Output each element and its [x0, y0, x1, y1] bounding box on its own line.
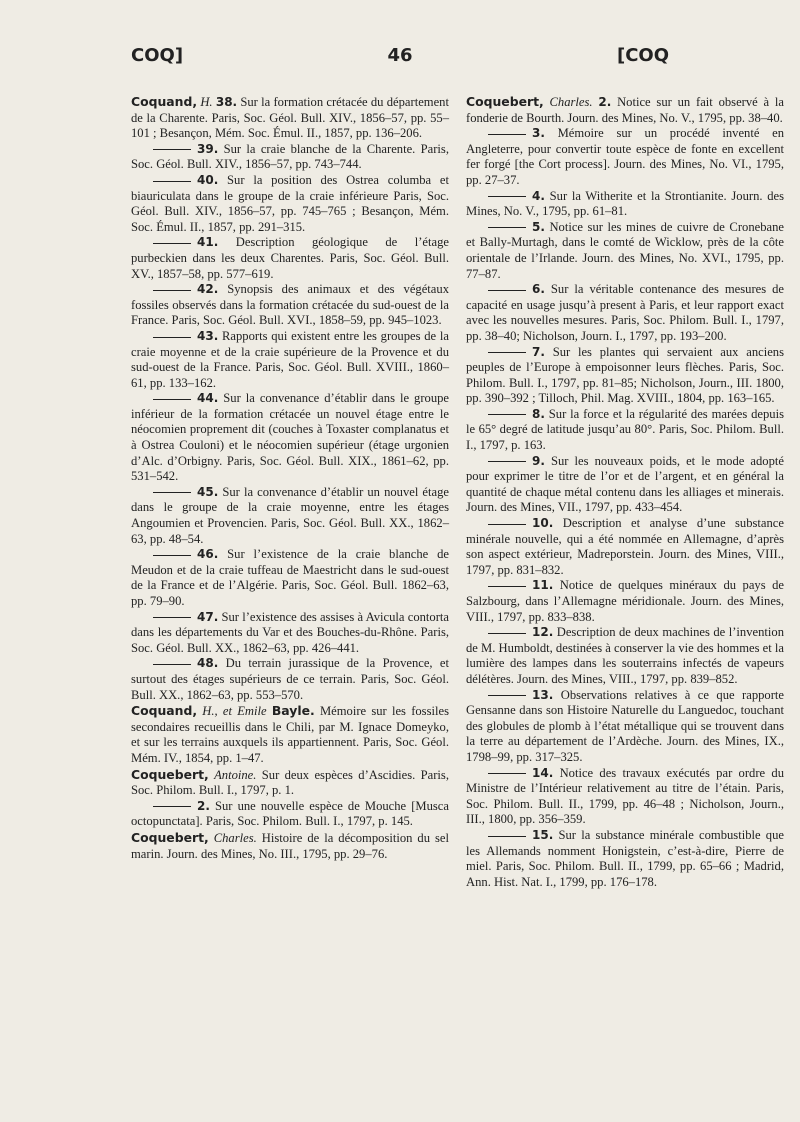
entry-text: Synopsis des animaux et des végétaux fossiles observés dans la formation crétacée du sud-ouest de la France. Paris, Soc. Géol. Bull. XVI., 1858–59, pp. 945–1023.: [131, 282, 449, 328]
left-column: [131, 94, 449, 862]
bib-entry: [466, 625, 784, 687]
entry-number: 4.: [532, 188, 545, 203]
bib-entry: [466, 126, 784, 188]
author-given: Charles.: [213, 830, 257, 845]
entry-text: Sur la véritable contenance des mesures de capacité en usage jusqu’à present à Paris, et leur rapport exact avec les nouvelles mesures. Paris, Soc. Philom. Bull. I., 1797, pp. 38–40; Nicholson, Journ. I., 1797, pp. 193–200.: [466, 282, 784, 343]
bib-entry: [131, 329, 449, 391]
bib-entry: [131, 485, 449, 547]
entry-text: Histoire de la décomposition du sel marin. Journ. des Mines, No. III., 1795, pp. 29–76.: [131, 830, 450, 861]
entry-number: 43.: [197, 328, 219, 343]
entry-text: Notice sur un fait observé à la fonderie de Bourth. Journ. des Mines, No. V., 1795, pp. 38–40.: [466, 95, 784, 125]
entry-text: Sur la formation crétacée du département de la Charente. Paris, Soc. Géol. Bull. XIV., 1856–57, pp. 55–101 ; Besançon, Mém. Soc. Émul. II., 1857, pp. 136–206.: [131, 95, 449, 141]
ditto-dash: [153, 181, 191, 182]
entry-number: 11.: [532, 578, 554, 593]
bib-entry: [466, 578, 784, 625]
bib-entry: [131, 799, 449, 830]
bib-entry: [466, 282, 784, 344]
ditto-dash: [153, 290, 191, 291]
bib-entry: [466, 94, 784, 126]
entry-text: Sur la convenance d’établir un nouvel étage dans le groupe de la craie moyenne, entre les étages Angoumien et Provencien. Paris, Soc. Géol. Bull. XX., 1862–63, pp. 48–54.: [131, 484, 449, 546]
ditto-dash: [153, 555, 191, 556]
ditto-dash: [488, 461, 526, 462]
coauthor-name: Bayle.: [271, 703, 315, 719]
entry-text: Notice sur les mines de cuivre de Cronebane et Bally-Murtagh, dans le comté de Wicklow, près de la côte orientale de l’Irlande. Journ. des Mines, No. XVI., 1795, pp. 77–87.: [466, 219, 784, 281]
author-given: Charles.: [549, 95, 593, 109]
entry-text: Sur la convenance d’établir dans le groupe inférieur de la formation crétacée un nouvel étage entre le néocomien proprement dit (couches à Toxaster complanatus et à Ostrea Couloni) et le néocomien supérieur (étage urgonien d’Alc. d’Orbigny. Paris, Soc. Géol. Bull. XIX., 1861–62, pp. 531–542.: [131, 391, 449, 484]
entry-text: Sur l’existence de la craie blanche de Meudon et de la craie tuffeau de Maestricht dans le sud-ouest de la France et de l’Algérie. Paris, Soc. Géol. Bull. 1862–63, pp. 79–90.: [131, 547, 449, 608]
bib-entry: [466, 688, 784, 766]
right-column: [466, 94, 784, 890]
author-name: Coquand,: [131, 703, 198, 719]
bib-entry: [131, 610, 449, 657]
bib-entry: [131, 703, 449, 766]
bib-entry: [131, 235, 449, 282]
ditto-dash: [488, 414, 526, 415]
ditto-dash: [153, 399, 191, 400]
author-given: H.: [200, 95, 213, 109]
entry-number: 15.: [532, 827, 554, 842]
entry-number: 45.: [197, 484, 219, 499]
entry-number: 10.: [532, 516, 554, 531]
bib-entry: [131, 94, 449, 142]
bib-entry: [131, 391, 449, 485]
entry-text: Sur la craie blanche de la Charente. Paris, Soc. Géol. Bull. XIV., 1856–57, pp. 743–744.: [131, 141, 449, 172]
entry-text: Sur l’existence des assises à Avicula contorta dans les départements du Var et des Bouches-du-Rhône. Paris, Soc. Géol. Bull. XX., 1862–63, pp. 426–441.: [131, 609, 449, 655]
entry-number: 38.: [215, 95, 238, 109]
entry-text: Sur les nouveaux poids, et le mode adopté pour exprimer le titre de l’or et de l’argent, et en général la quantité de chaque métal contenu dans les alliages et minerais. Journ. des Mines, VII., 1797, pp. 433–454.: [466, 453, 784, 515]
ditto-dash: [488, 524, 526, 525]
bib-entry: [466, 189, 784, 220]
author-name: Coquebert,: [131, 829, 209, 845]
entry-text: Observations relatives à ce que rapporte Gensanne dans son Histoire Naturelle du Languedoc, touchant des globules de plomb à l’état métallique qui se trouvent dans la terre au département de l’Ardèche. Journ. des Mines, IX., 1798–99, pp. 317–325.: [466, 687, 784, 764]
entry-number: 3.: [532, 126, 545, 141]
author-name: Coquebert,: [466, 94, 544, 109]
ditto-dash: [153, 664, 191, 665]
entry-number: 48.: [197, 656, 219, 671]
ditto-dash: [153, 149, 191, 150]
ditto-dash: [488, 633, 526, 634]
entry-text: Sur la Witherite et la Strontianite. Journ. des Mines, No. V., 1795, pp. 61–81.: [466, 188, 785, 219]
author-name: Coquand,: [131, 94, 198, 109]
entry-text: Sur une nouvelle espèce de Mouche [Musca octopunctata]. Paris, Soc. Philom. Bull. I., 1797, p. 145.: [131, 798, 449, 829]
entry-number: 13.: [532, 687, 554, 702]
entry-number: 9.: [532, 453, 545, 468]
entry-text: Description géologique de l’étage purbeckien dans les deux Charentes. Paris, Soc. Géol. Bull. XV., 1857–58, pp. 577–619.: [131, 235, 449, 281]
entry-text: Rapports qui existent entre les groupes de la craie moyenne et de la craie supérieure de la Provence et du sud-ouest de la France. Paris, Soc. Géol. Bull. XVIII., 1860–61, pp. 133–162.: [131, 328, 449, 390]
ditto-dash: [488, 695, 526, 696]
bib-entry: [131, 173, 449, 235]
entry-number: 39.: [197, 141, 219, 156]
entry-number: 40.: [197, 172, 219, 187]
entry-text: Sur la force et la régularité des marées depuis le 65° degré de latitude jusqu’au 80°. Paris, Soc. Philom. Bull. I., 1797, p. 163.: [466, 406, 784, 453]
entry-text: Mémoire sur les fossiles secondaires recueillis dans le Chili, par M. Ignace Domeyko, et sur les terrains auxquels ils appartiennent. Paris, Soc. Géol. Mém. IV., 1854, pp. 1–47.: [131, 704, 449, 765]
entry-number: 41.: [197, 235, 219, 250]
bib-entry: [131, 656, 449, 703]
author-given: Antoine.: [214, 767, 257, 782]
entry-number: 8.: [532, 406, 545, 421]
ditto-dash: [488, 196, 526, 197]
entry-number: 6.: [532, 282, 545, 297]
bib-entry: [466, 220, 784, 282]
bib-entry: [131, 142, 449, 173]
bib-entry: [131, 830, 449, 862]
entry-text: Sur les plantes qui servaient aux anciens peuples de l’Europe à empoisonner leurs flèches. Paris, Soc. Philom. Bull. I., 1797, pp. 81–85; Nicholson, Journ., III. 1800, pp. 390–392 ; Tilloch, Phil. Mag. XVIII., 1804, pp. 163–165.: [466, 344, 784, 406]
entry-number: 14.: [532, 765, 554, 780]
bib-entry: [466, 516, 784, 578]
entry-number: 42.: [197, 282, 219, 297]
entry-text: Du terrain jurassique de la Provence, et surtout des étages supérieurs de ce terrain. Paris, Soc. Géol. Bull. XX., 1862–63, pp. 553–570.: [131, 656, 449, 702]
ditto-dash: [153, 806, 191, 807]
entry-text: Description de deux machines de l’invention de M. Humboldt, destinées à conserver la vie des hommes et la lumière des lampes dans les souterrains infectés de vapeurs délétères. Journ. des Mines, VIII., 1797, pp. 839–852.: [466, 625, 784, 686]
entry-number: 7.: [532, 344, 545, 359]
entry-number: 47.: [197, 609, 219, 624]
ditto-dash: [488, 836, 526, 837]
ditto-dash: [153, 492, 191, 493]
ditto-dash: [488, 134, 526, 135]
ditto-dash: [488, 352, 526, 353]
running-head-left: COQ]: [131, 45, 184, 66]
author-name: Coquebert,: [131, 766, 209, 782]
entry-number: 44.: [197, 391, 219, 406]
ditto-dash: [153, 243, 191, 244]
entry-number: 46.: [197, 547, 219, 562]
entry-text: Notice des travaux exécutés par ordre du Ministre de l’Intérieur relativement au titre de l’étain. Paris, Soc. Philom. Bull. II., 1799, pp. 46–48 ; Nicholson, Journ., III., 1800, pp. 356–359.: [466, 765, 785, 827]
bib-entry: [466, 345, 784, 407]
bib-entry: [131, 547, 449, 609]
ditto-dash: [488, 290, 526, 291]
entry-number: 5.: [532, 219, 545, 234]
entry-number: 12.: [532, 625, 554, 640]
ditto-dash: [488, 586, 526, 587]
entry-number: 2.: [197, 798, 210, 813]
running-head-right: [COQ: [617, 45, 670, 66]
entry-text: Mémoire sur un procédé inventé en Angleterre, pour convertir toute espèce de fonte en excellent fer forgé [the Cort process]. Journ. des Mines, No. VI., 1795, pp. 27–37.: [466, 126, 784, 187]
author-given: H., et Emile: [202, 704, 267, 719]
bib-entry: [131, 767, 449, 799]
entry-text: Notice de quelques minéraux du pays de Salzbourg, dans l’Allemagne méridionale. Journ. des Mines, VIII., 1797, pp. 833–838.: [466, 578, 784, 624]
bib-entry: [466, 828, 784, 890]
bib-entry: [466, 454, 784, 516]
bib-entry: [131, 282, 449, 329]
entry-text: Sur la substance minérale combustible que les Allemands nomment Honigstein, c’est-à-dire, Pierre de miel. Paris, Soc. Philom. Bull. II., 1799, pp. 65–66 ; Madrid, Ann. Hist. Nat. I., 1799, pp. 176–178.: [466, 827, 784, 889]
ditto-dash: [488, 227, 526, 228]
bib-entry: [466, 407, 784, 454]
ditto-dash: [153, 617, 191, 618]
entry-text: Sur deux espèces d’Ascidies. Paris, Soc. Philom. Bull. I., 1797, p. 1.: [131, 767, 449, 798]
entry-number: 2.: [598, 95, 612, 109]
entry-text: Description et analyse d’une substance minérale nouvelle, qui a été nommée en Allemagne, d’après son aspect extérieur, Madreporstein. Journ. des Mines, VIII., 1797, pp. 831–832.: [466, 516, 784, 577]
ditto-dash: [153, 337, 191, 338]
bib-entry: [466, 766, 784, 828]
entry-text: Sur la position des Ostrea columba et biauriculata dans le groupe de la craie inférieure Paris, Soc. Géol. Bull. XIV., 1856–57, pp. 745–765 ; Besançon, Mém. Soc. Émul. II., 1857, pp. 291–315.: [131, 172, 449, 234]
page-number: 46: [387, 45, 413, 66]
ditto-dash: [488, 773, 526, 774]
